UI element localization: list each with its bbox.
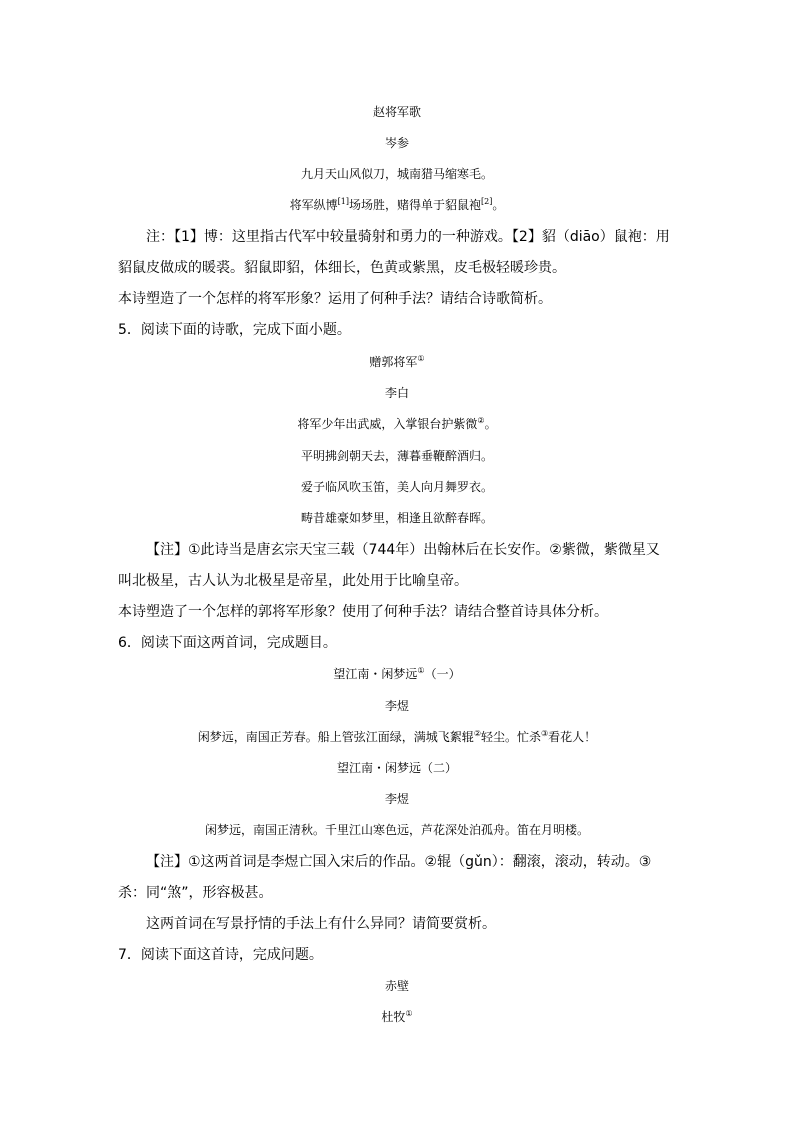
poem1-note-line1: 注：【1】博：这里指古代军中较量骑射和勇力的一种游戏。【2】貂（diāo）鼠袍：用	[146, 229, 670, 245]
q6-ci1-mid: 轻尘。忙杀	[480, 730, 541, 744]
q6-ci2: 闲梦远，南国正清秋。千里江山寒色远，芦花深处泊孤舟。笛在月明楼。	[204, 823, 589, 837]
q6-note-line1: 【注】①这两首词是李煜亡国入宋后的作品。②辊（gǔn）：翻滚，滚动，转动。③	[146, 854, 652, 870]
q6-title2: 望江南・闲梦远（二）	[336, 761, 457, 775]
q5-line1-mark: ②	[477, 416, 485, 425]
poem1-question: 本诗塑造了一个怎样的将军形象？运用了何种手法？请结合诗歌简析。	[118, 291, 552, 307]
poem1-line2-end: 。	[492, 198, 505, 212]
q5-line4: 畴昔雄豪如梦里，相逢且欲醉春晖。	[300, 511, 493, 525]
poem1-line2-mid: 场场胜，赌得单于貂鼠袍	[348, 198, 481, 212]
q7-author	[118, 1009, 676, 1025]
poem1-line1: 九月天山风似刀，城南猎马缩寒毛。	[300, 167, 493, 181]
q5-title	[118, 354, 676, 370]
q6-author1: 李煜	[384, 699, 409, 713]
poem1-author: 岑参	[384, 136, 409, 150]
q6-ci1-mark3: ③	[541, 729, 549, 738]
q5-line2: 平明拂剑朝天去，薄暮垂鞭醉酒归。	[300, 449, 493, 463]
q6-title1-mark: ①	[417, 666, 425, 675]
q5-title-text: 赠郭将军	[369, 355, 418, 369]
poem1-line2-pre: 将军纵博	[289, 198, 338, 212]
q6-ci1-pre: 闲梦远，南国正芳春。船上管弦江面绿，满城飞絮辊	[197, 730, 474, 744]
q5-line1-end: 。	[484, 417, 497, 431]
q5-author: 李白	[384, 386, 409, 400]
footnote-marker-2: [2]	[481, 197, 493, 206]
q6-note-line2: 杀：同“煞”，形容极甚。	[118, 885, 273, 901]
q6-title1	[118, 666, 676, 682]
q6-author2: 李煜	[384, 792, 409, 806]
poem1-title: 赵将军歌	[372, 105, 421, 119]
q6-ci1-end: 看花人！	[548, 730, 597, 744]
q5-line1	[118, 416, 676, 432]
footnote-marker-1: [1]	[337, 197, 349, 206]
q5-heading: 5．阅读下面的诗歌，完成下面小题。	[118, 322, 351, 338]
q5-title-mark: ①	[417, 354, 425, 363]
q6-title1-end: （一）	[424, 667, 461, 681]
q6-title1-pre: 望江南・闲梦远	[333, 667, 418, 681]
q6-heading: 6．阅读下面这两首词，完成题目。	[118, 635, 337, 651]
q5-question: 本诗塑造了一个怎样的郭将军形象？使用了何种手法？请结合整首诗具体分析。	[118, 604, 608, 620]
q7-author-mark: ①	[405, 1009, 413, 1018]
q5-line1-pre: 将军少年出武威，入掌银台护紫微	[297, 417, 478, 431]
q6-ci1	[118, 729, 676, 745]
q7-heading: 7．阅读下面这首诗，完成问题。	[118, 947, 323, 963]
q5-note-line1: 【注】①此诗当是唐玄宗天宝三载（744年）出翰林后在长安作。②紫微，紫微星又	[146, 542, 660, 558]
q6-ci1-mark2: ②	[473, 729, 481, 738]
q5-line3: 爱子临风吹玉笛，美人向月舞罗衣。	[300, 480, 493, 494]
q7-title: 赤壁	[384, 979, 409, 993]
q5-note-line2: 叫北极星，古人认为北极星是帝星，此处用于比喻皇帝。	[118, 573, 468, 589]
poem1-note-line2: 貂鼠皮做成的暖裘。貂鼠即貂，体细长，色黄或紫黑，皮毛极轻暖珍贵。	[118, 260, 566, 276]
poem1-line2	[118, 197, 676, 213]
q6-question: 这两首词在写景抒情的手法上有什么异同？请简要赏析。	[146, 916, 496, 932]
q7-author-text: 杜牧	[381, 1010, 406, 1024]
